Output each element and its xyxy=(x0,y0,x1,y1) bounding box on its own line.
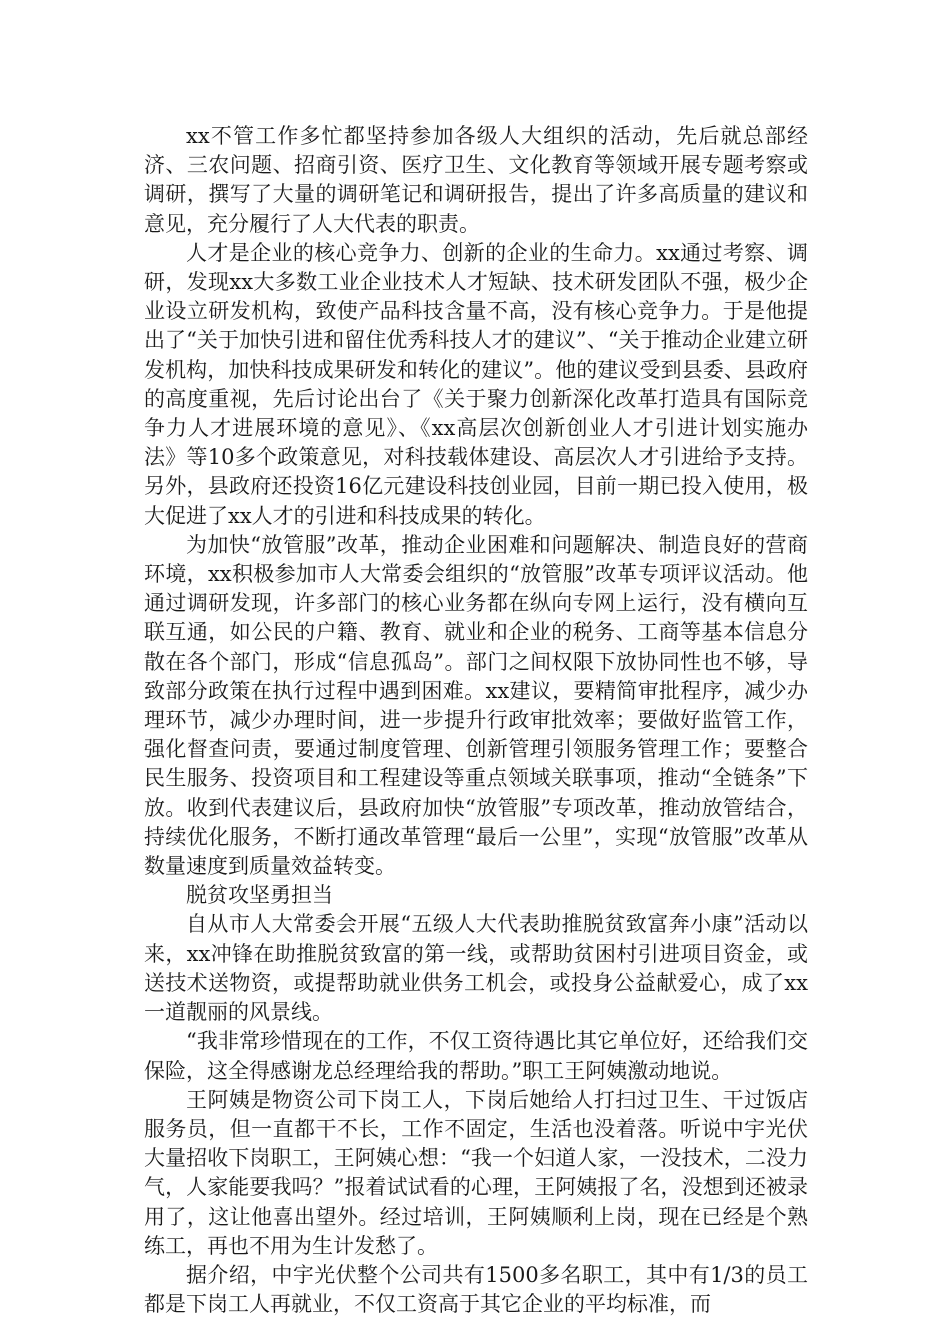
paragraph-5: “我非常珍惜现在的工作，不仅工资待遇比其它单位好，还给我们交保险，这全得感谢龙总经理给我的帮助。”职工王阿姨激动地说。 xyxy=(144,1029,808,1083)
paragraph-4: 自从市人大常委会开展“五级人大代表助推脱贫致富奔小康”活动以来，xx冲锋在助推脱贫致富的第一线，或帮助贫困村引进项目资金，或送技术送物资，或提帮助就业供务工机会，或投身公益献爱心，成了xx一道靓丽的风景线。 xyxy=(144,912,808,1025)
document-body xyxy=(144,122,808,1319)
paragraph-2: 人才是企业的核心竞争力、创新的企业的生命力。xx通过考察、调研，发现xx大多数工业企业技术人才短缺、技术研发团队不强，极少企业设立研发机构，致使产品科技含量不高，没有核心竞争力。于是他提出了“关于加快引进和留住优秀科技人才的建议”、“关于推动企业建立研发机构，加快科技成果研发和转化的建议”。他的建议受到县委、县政府的高度重视，先后讨论出台了《关于聚力创新深化改革打造具有国际竞争力人才进展环境的意见》、《xx高层次创新创业人才引进计划实施办法》等10多个政策意见，对科技载体建设、高层次人才引进给予支持。另外，县政府还投资16亿元建设科技创业园，目前一期已投入使用，极大促进了xx人才的引进和科技成果的转化。 xyxy=(144,240,808,528)
section-heading: 脱贫攻坚勇担当 xyxy=(186,883,333,908)
paragraph-6: 王阿姨是物资公司下岗工人，下岗后她给人打扫过卫生、干过饭店服务员，但一直都干不长，工作不固定，生活也没着落。听说中宇光伏大量招收下岗职工，王阿姨心想：“我一个妇道人家，一没技术，二没力气，人家能要我吗？”报着试试看的心理，王阿姨报了名，没想到还被录用了，这让他喜出望外。经过培训，王阿姨顺利上岗，现在已经是个熟练工，再也不用为生计发愁了。 xyxy=(144,1087,808,1258)
paragraph-1: xx不管工作多忙都坚持参加各级人大组织的活动，先后就总部经济、三农问题、招商引资、医疗卫生、文化教育等领域开展专题考察或调研，撰写了大量的调研笔记和调研报告，提出了许多高质量的建议和意见，充分履行了人大代表的职责。 xyxy=(144,124,808,236)
paragraph-3: 为加快“放管服”改革，推动企业困难和问题解决、制造良好的营商环境，xx积极参加市人大常委会组织的“放管服”改革专项评议活动。他通过调研发现，许多部门的核心业务都在纵向专网上运行，没有横向互联互通，如公民的户籍、教育、就业和企业的税务、工商等基本信息分散在各个部门，形成“信息孤岛”。部门之间权限下放协同性也不够，导致部分政策在执行过程中遇到困难。xx建议，要精简审批程序，减少办理环节，减少办理时间，进一步提升行政审批效率；要做好监管工作，强化督查问责，要通过制度管理、创新管理引领服务管理工作；要整合民生服务、投资项目和工程建设等重点领域关联事项，推动“全链条”下放。收到代表建议后，县政府加快“放管服”专项改革，推动放管结合，持续优化服务，不断打通改革管理“最后一公里”，实现“放管服”改革从数量速度到质量效益转变。 xyxy=(144,532,808,879)
paragraph-7: 据介绍，中宇光伏整个公司共有1500多名职工，其中有1/3的员工都是下岗工人再就业，不仅工资高于其它企业的平均标准，而 xyxy=(144,1262,808,1317)
